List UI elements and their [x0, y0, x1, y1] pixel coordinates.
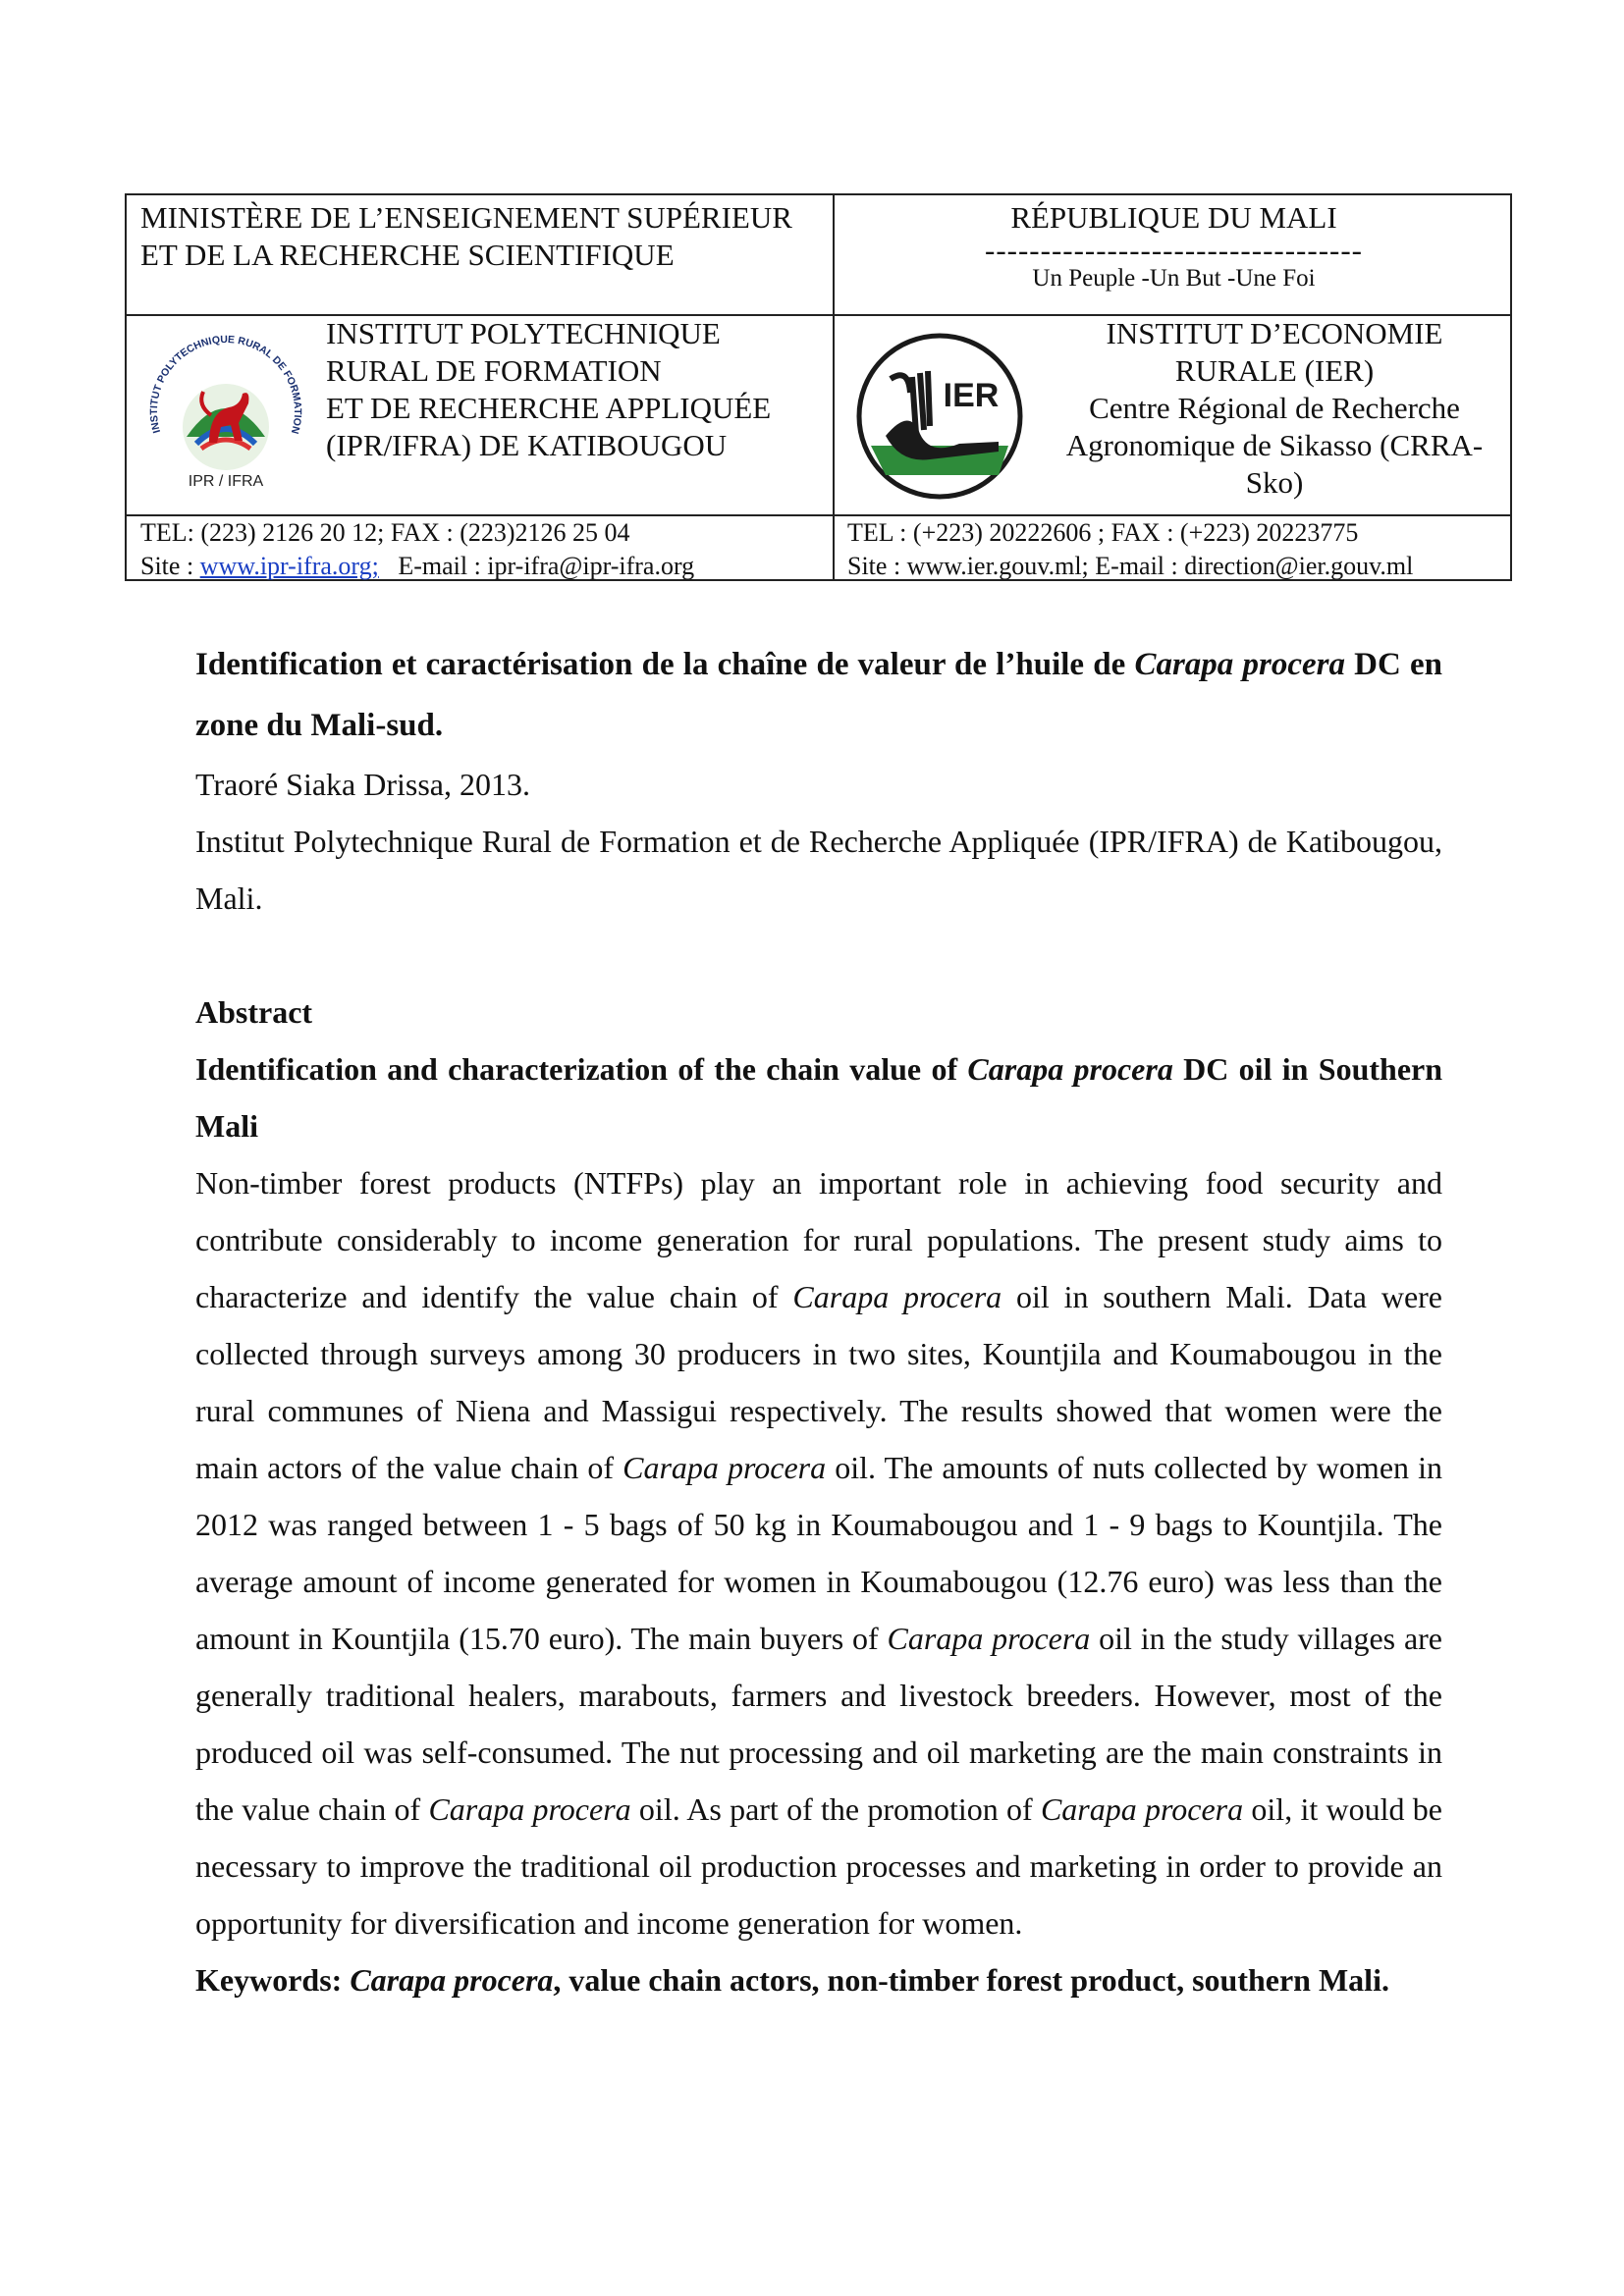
- ier-contact: [847, 516, 1511, 583]
- ministry-name: MINISTÈRE DE L’ENSEIGNEMENT SUPÉRIEUR ET DE LA RECHERCHE SCIENTIFIQUE: [140, 200, 792, 272]
- species-name: Carapa procera: [1040, 1791, 1244, 1827]
- abstract-title-species: Carapa procera: [967, 1051, 1173, 1087]
- republic-name: RÉPUBLIQUE DU MALI: [1010, 200, 1337, 235]
- affiliation: Institut Polytechnique Rural de Formation et de Recherche Appliquée (IPR/IFRA) de Katibougou, Mali.: [195, 824, 1442, 916]
- ier-name-line: Agronomique de Sikasso (CRRA-: [1065, 428, 1484, 462]
- ier-name-line: RURALE (IER): [1174, 353, 1375, 388]
- ipr-contact: [140, 516, 828, 583]
- republic-block: [836, 199, 1512, 294]
- ier-site-email: Site : www.ier.gouv.ml; E-mail : direction@ier.gouv.ml: [847, 552, 1414, 580]
- ipr-name-line: INSTITUT POLYTECHNIQUE: [326, 316, 721, 350]
- document-body: [195, 634, 1442, 2008]
- table-divider-vertical: [833, 195, 835, 579]
- spacer: [195, 927, 1442, 984]
- ipr-email: E-mail : ipr-ifra@ipr-ifra.org: [378, 552, 695, 580]
- abstract-sentence: oil. The amounts of nuts collected by women in 2012 was ranged between 1 - 5 bags of 50 kg in Koumabougou and 1 - 9 bags to Kountjila. The average amount of income generated for women in Koumabougou (12.76 euro) was less than the amount in Kountjila (15.70 euro). The main buyers of: [195, 1450, 1443, 1656]
- keywords-label: Keywords:: [195, 1962, 351, 1998]
- ier-name-line: Sko): [1245, 465, 1304, 500]
- title-text-end: DC en zone du Mali-sud.: [195, 647, 1442, 743]
- species-name: Carapa procera: [623, 1450, 827, 1485]
- abstract-text: [195, 1154, 1442, 1951]
- keywords-list: , value chain actors, non-timber forest product, southern Mali.: [553, 1962, 1389, 1998]
- ipr-ifra-logo: [133, 321, 319, 507]
- title-species-epithet: procera: [1242, 647, 1345, 682]
- ier-name-line: INSTITUT D’ECONOMIE: [1106, 316, 1443, 350]
- abstract-title-text: Identification and characterization of the chain value of: [195, 1051, 968, 1087]
- ipr-name-line: (IPR/IFRA) DE KATIBOUGOU: [326, 428, 728, 462]
- ipr-site-label: Site :: [140, 552, 200, 580]
- ier-tel-fax: TEL : (+223) 20222606 ; FAX : (+223) 20223775: [847, 518, 1359, 547]
- abstract-title-text-end: DC oil in Southern Mali: [195, 1051, 1443, 1144]
- species-name: Carapa procera: [887, 1621, 1091, 1656]
- national-motto: Un Peuple -Un But -Une Foi: [1032, 265, 1316, 292]
- abstract-sentence: oil, it would be necessary to improve the traditional oil production processes and marketing in order to provide an opportunity for diversification and income generation for women.: [195, 1791, 1443, 1941]
- ier-name: [1040, 315, 1509, 502]
- ipr-site-email: [140, 550, 828, 583]
- title-text: Identification et caractérisation de la chaîne de valeur de l’huile de: [195, 647, 1135, 682]
- svg-text:IER: IER: [943, 377, 1000, 414]
- keywords-species: Carapa procera: [350, 1962, 554, 1998]
- ipr-name-line: RURAL DE FORMATION: [326, 353, 662, 388]
- abstract-title: [195, 1041, 1442, 1154]
- ier-name-line: Centre Régional de Recherche: [1089, 391, 1460, 425]
- species-name: Carapa procera: [792, 1279, 1002, 1314]
- svg-text:INSTITUT POLYTECHNIQUE RURAL D: INSTITUT POLYTECHNIQUE RURAL DE FORMATION: [147, 333, 304, 436]
- header-table: [125, 193, 1512, 581]
- abstract-heading: Abstract: [195, 994, 313, 1030]
- ipr-tel-fax: TEL: (223) 2126 20 12; FAX : (223)2126 25 04: [140, 518, 630, 547]
- author-line: Traoré Siaka Drissa, 2013.: [195, 767, 530, 802]
- abstract-sentence: oil in the study villages are generally traditional healers, marabouts, farmers and livestock breeders. However, most of the produced oil was self-consumed. The nut processing and oil marketing are the main constraints in the value chain of: [195, 1621, 1443, 1827]
- ier-logo: [851, 328, 1028, 505]
- abstract-sentence: oil in southern Mali. Data were collected through surveys among 30 producers in two sites, Kountjila and Koumabougou in the rural communes of Niena and Massigui respectively. The results showed that women were the main actors of the value chain of: [195, 1279, 1442, 1485]
- republic-separator: ----------------------------------: [985, 233, 1363, 267]
- title-species-genus: Carapa: [1134, 647, 1234, 682]
- abstract-sentence: Non-timber forest products (NTFPs) play an important role in achieving food security and contribute considerably to income generation for rural populations. The present study aims to characterize and identify the value chain of: [195, 1165, 1442, 1314]
- document-title: [195, 634, 1442, 756]
- ipr-ifra-name: [326, 315, 827, 464]
- abstract-sentence: oil. As part of the promotion of: [630, 1791, 1041, 1827]
- ipr-name-line: ET DE RECHERCHE APPLIQUÉE: [326, 391, 772, 425]
- svg-text:IPR / IFRA: IPR / IFRA: [188, 473, 264, 490]
- species-name: Carapa procera: [428, 1791, 631, 1827]
- keywords-line: [195, 1951, 1442, 2008]
- ipr-website-link[interactable]: www.ipr-ifra.org;: [199, 552, 379, 580]
